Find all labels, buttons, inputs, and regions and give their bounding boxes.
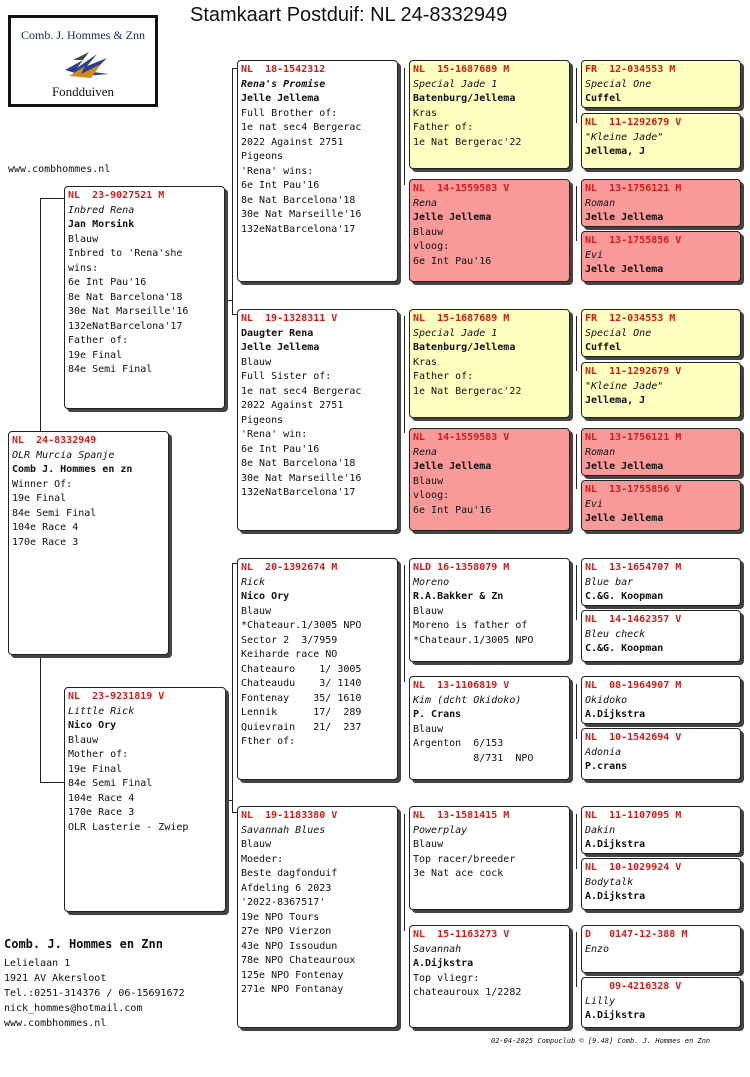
card-line: wins: [68, 262, 99, 274]
ring-number: FR 12-034553 M [585, 64, 676, 75]
card-line: Argenton 6/153 [413, 738, 504, 749]
card-line: Nico Ory [241, 591, 290, 602]
card-line: Batenburg/Jellema [413, 342, 516, 353]
card-line: A.Dijkstra [585, 709, 646, 720]
card-line: Cuffel [585, 342, 622, 353]
card-line: 271e NPO Fontanay [241, 984, 344, 995]
card-line: C.&G. Koopman [585, 591, 664, 602]
card-line: 6e Int Pau'16 [413, 255, 492, 267]
card-line: Inbred to 'Rena'she [68, 248, 183, 259]
ring-number: NL 11-1292679 V [585, 117, 682, 128]
card-line: 30e Nat Marseille'16 [241, 472, 362, 484]
pigeon-card-mfm[interactable] [409, 676, 570, 780]
card-line: Mother of: [68, 749, 129, 760]
connector [404, 68, 405, 185]
connector [232, 68, 233, 314]
card-line: Sector 2 3/7959 [241, 634, 338, 646]
card-line: Jelle Jellema [413, 461, 492, 472]
card-line: 1e nat sec4 Bergerac [241, 385, 362, 397]
card-line: 30e Nat Marseille'16 [241, 209, 362, 220]
card-line: 6e Int Pau'16 [241, 180, 320, 191]
pigeon-owner: Comb J. Hommes en zn [12, 464, 133, 475]
pigeon-name: Powerplay [413, 824, 468, 836]
card-line: 104e Race 4 [12, 522, 79, 533]
card-line: Fther of: [241, 736, 296, 747]
owner-website[interactable]: www.combhommes.nl [4, 1018, 107, 1029]
connector [225, 300, 233, 301]
ring-number: NL 23-9027521 M [68, 190, 165, 201]
card-line: 6e Int Pau'16 [241, 443, 320, 455]
card-line: P. Crans [413, 709, 462, 720]
connector [404, 565, 405, 682]
ring-number: NL 14-1559583 V [413, 183, 510, 194]
pigeon-name: Evi [585, 249, 604, 261]
ring-number: NL 13-1654707 M [585, 562, 682, 573]
connector [40, 198, 41, 431]
ring-number: NL 13-1106819 V [413, 680, 510, 691]
ring-number: NL 14-1559583 V [413, 432, 510, 443]
card-line: 27e NPO Vierzon [241, 926, 332, 937]
pigeon-name: Special Jade 1 [413, 78, 498, 90]
card-line: Blauw [241, 839, 272, 850]
pigeon-owner: Nico Ory [68, 720, 117, 731]
card-line: A.Dijkstra [413, 958, 474, 969]
pigeon-card-father[interactable] [64, 186, 225, 409]
ring-number: NL 13-1756121 M [585, 432, 682, 443]
ring-number: NL 08-1964907 M [585, 680, 682, 691]
card-line: Blauw [413, 605, 444, 617]
pigeon-card-fm[interactable] [237, 309, 398, 531]
card-line: Blauw [241, 605, 272, 617]
card-line: 1e nat sec4 Bergerac [241, 122, 362, 133]
connector [404, 814, 405, 931]
pigeon-name: Special One [585, 78, 652, 90]
ring-number: NL 13-1581415 M [413, 810, 510, 821]
card-line: Kras [413, 107, 438, 119]
connector [576, 434, 577, 489]
pigeon-card-g3[interactable] [581, 179, 741, 227]
connector [576, 814, 577, 869]
pigeon-name: Little Rick [68, 705, 135, 717]
ring-number: NL 19-1328311 V [241, 313, 338, 324]
owner-address-line: Lelielaan 1 [4, 958, 71, 969]
card-line: A.Dijkstra [585, 839, 646, 850]
card-line: 1e Nat Bergerac'22 [413, 385, 522, 397]
card-line: Blauw [413, 723, 444, 735]
card-line: Jellema, J [585, 146, 646, 157]
pigeon-name: Blue bar [585, 576, 634, 588]
card-line: 8e Nat Barcelona'18 [68, 291, 183, 303]
card-line: 30e Nat Marseille'16 [68, 306, 189, 317]
card-line: 1e Nat Bergerac'22 [413, 136, 522, 148]
card-line: 78e NPO Chateauroux [241, 955, 356, 966]
card-line: 2022 Against 2751 [241, 400, 344, 411]
pigeon-card-mmf[interactable] [409, 806, 570, 910]
pigeon-card-g1[interactable] [581, 60, 741, 108]
owner-address-line: 1921 AV Akersloot [4, 973, 107, 984]
ring-number: NL 10-1029924 V [585, 862, 682, 873]
card-line: 19e NPO Tours [241, 911, 320, 923]
card-line: 170e Race 3 [68, 807, 135, 818]
card-line: Father of: [68, 335, 129, 346]
ring-number: NL 18-1542312 [241, 64, 326, 75]
card-line: 19e Final [12, 493, 67, 504]
card-line: '2022-8367517' [241, 897, 326, 908]
pigeon-name: Moreno [413, 576, 450, 588]
card-line: A.Dijkstra [585, 891, 646, 902]
ring-number: NL 19-1183380 V [241, 810, 338, 821]
card-line: Blauw [68, 233, 99, 245]
card-line: 8e Nat Barcelona'18 [241, 458, 356, 469]
card-line: Keiharde race NO [241, 649, 338, 660]
pigeon-name: Kim (dcht Okidoko) [413, 694, 522, 706]
owner-name: Comb. J. Hommes en Znn [4, 937, 163, 951]
card-line: 84e Semi Final [68, 364, 153, 375]
ring-number: NL 10-1542694 V [585, 732, 682, 743]
connector [40, 655, 41, 782]
ring-number: FR 12-034553 M [585, 313, 676, 324]
card-line: vloog: [413, 490, 450, 501]
card-line: Blauw [413, 226, 444, 238]
card-line: 132eNatBarcelona'17 [241, 223, 356, 235]
card-line: 3e Nat ace cock [413, 868, 504, 879]
card-line: Full Brother of: [241, 107, 338, 119]
card-line: Beste dagfonduif [241, 868, 338, 879]
pigeon-name: Lilly [585, 995, 616, 1007]
card-line: Blauw [413, 475, 444, 487]
ring-number: NL 13-1755856 V [585, 235, 682, 246]
card-line: Daugter Rena [241, 327, 314, 339]
ring-number: NL 15-1687689 M [413, 313, 510, 324]
ring-number: NL 11-1292679 V [585, 366, 682, 377]
card-line: Jelle Jellema [413, 212, 492, 223]
card-line: OLR Lasterie - Zwiep [68, 821, 189, 833]
pigeon-card-ff[interactable] [237, 60, 398, 282]
card-line: Blauw [68, 734, 99, 746]
footer: 02-04-2025 Compuclub © [9.48] Comb. J. Hommes en Znn [491, 1037, 711, 1045]
card-line: 104e Race 4 [68, 792, 135, 804]
ring-number: NL 20-1392674 M [241, 562, 338, 573]
card-line: Top racer/breeder [413, 853, 516, 865]
pigeon-name: Special Jade 1 [413, 327, 498, 339]
pigeon-name: Special One [585, 327, 652, 339]
card-line: 6e Int Pau'16 [68, 277, 147, 288]
owner-contact [4, 937, 185, 1031]
ring-number: NL 13-1756121 M [585, 183, 682, 194]
pigeon-name: Bleu check [585, 628, 646, 640]
pigeon-name: "Kleine Jade" [585, 131, 664, 143]
card-line: Father of: [413, 371, 474, 382]
card-line: *Chateaur.1/3005 NPO [413, 634, 534, 646]
card-line: Lennik 17/ 289 [241, 707, 362, 718]
ring-number: NL 11-1107095 M [585, 810, 682, 821]
card-line: Jellema, J [585, 395, 646, 406]
card-line: Jelle Jellema [585, 212, 664, 223]
ring-number: NL 14-1462357 V [585, 614, 682, 625]
card-line: vloog: [413, 241, 450, 252]
connector [40, 198, 66, 199]
ring-number: NL 23-9231819 V [68, 691, 165, 702]
card-line: A.Dijkstra [585, 1010, 646, 1021]
card-line: 8/731 NPO [413, 752, 534, 764]
card-line: C.&G. Koopman [585, 643, 664, 654]
card-line: Chateauro 1/ 3005 [241, 663, 362, 675]
pigeon-name: Inbred Rena [68, 204, 135, 216]
card-line: Blauw [241, 356, 272, 368]
card-line: R.A.Bakker & Zn [413, 591, 504, 602]
pigeon-name: Rick [241, 576, 266, 588]
connector [232, 563, 233, 812]
owner-phone: Tel.:0251-314376 / 06-15691672 [4, 988, 185, 999]
card-line: 2022 Against 2751 [241, 136, 344, 148]
pigeon-card-g12[interactable] [581, 728, 741, 780]
card-line: Chateaudu 3/ 1140 [241, 678, 362, 689]
connector [576, 316, 577, 371]
website: www.combhommes.nl [8, 164, 111, 175]
pigeon-name: Adonia [585, 746, 622, 758]
pigeon-card-g6[interactable] [581, 362, 741, 418]
ring-number: NLD 16-1358079 M [413, 562, 510, 573]
owner-email[interactable]: nick_hommes@hotmail.com [4, 1003, 143, 1014]
card-line: P.crans [585, 761, 628, 772]
page-title: Stamkaart Postduif: NL 24-8332949 [190, 4, 508, 26]
card-line: 19e Final [68, 763, 123, 775]
card-line: Cuffel [585, 93, 622, 104]
card-line: 43e NPO Issoudun [241, 940, 338, 952]
pigeon-card-fmm[interactable] [409, 428, 570, 531]
ring-number: NL 15-1163273 V [413, 929, 510, 940]
pigeon-card-g14[interactable] [581, 858, 741, 910]
card-line: Quievrain 21/ 237 [241, 721, 362, 733]
card-line: Jelle Jellema [585, 461, 664, 472]
card-line: 8e Nat Barcelona'18 [241, 194, 356, 206]
card-line: Moreno is father of [413, 620, 528, 631]
pigeon-name: Roman [585, 197, 616, 209]
pigeon-name: "Kleine Jade" [585, 380, 664, 392]
card-line: Moeder: [241, 853, 284, 865]
pigeon-card-g10[interactable] [581, 610, 741, 662]
card-line: 132eNatBarcelona'17 [241, 487, 356, 498]
connector [226, 800, 233, 801]
connector [576, 186, 577, 241]
card-line: Jelle Jellema [241, 342, 320, 353]
pigeon-card-g9[interactable] [581, 558, 741, 606]
ring-number: NL 13-1755856 V [585, 484, 682, 495]
pigeon-name: OLR Murcia Spanje [12, 449, 115, 461]
ring-number: NL 24-8332949 [12, 435, 97, 446]
card-line: 19e Final [68, 349, 123, 361]
pigeon-card-g5[interactable] [581, 309, 741, 357]
pigeon-name: Rena's Promise [241, 78, 326, 90]
card-line: Top vliegr: [413, 972, 480, 984]
card-line: Afdeling 6 2023 [241, 882, 332, 894]
pigeon-card-g11[interactable] [581, 676, 741, 724]
pigeon-name: Evi [585, 498, 604, 510]
pigeon-owner: Jelle Jellema [241, 93, 320, 104]
connector [576, 932, 577, 987]
card-line: 132eNatBarcelona'17 [68, 320, 183, 332]
card-line: 84e Semi Final [12, 507, 97, 519]
card-line: Kras [413, 356, 438, 368]
card-line: Jelle Jellema [585, 264, 664, 275]
pigeon-owner: Jan Morsink [68, 219, 135, 230]
pigeon-card-subject[interactable] [8, 431, 169, 655]
card-line: 'Rena' win: [241, 429, 308, 440]
card-line: Winner Of: [12, 478, 73, 490]
pigeon-name: Rena [413, 446, 438, 458]
pigeon-card-g7[interactable] [581, 428, 741, 476]
pigeon-name: Roman [585, 446, 616, 458]
connector [404, 316, 405, 433]
ring-number: 09-4216328 V [585, 981, 682, 992]
pigeon-card-g15[interactable] [581, 925, 741, 973]
pigeon-name: Bodytalk [585, 876, 634, 888]
ring-number: D 0147-12-388 M [585, 929, 688, 940]
card-line: Father of: [413, 122, 474, 133]
pigeon-card-g13[interactable] [581, 806, 741, 854]
card-line: Blauw [413, 839, 444, 850]
pigeon-card-g2[interactable] [581, 113, 741, 169]
pigeon-name: Rena [413, 197, 438, 209]
card-line: *Chateaur.1/3005 NPO [241, 620, 362, 631]
pigeon-card-fmf[interactable] [409, 309, 570, 418]
pigeon-card-mother[interactable] [64, 687, 226, 912]
card-line: 125e NPO Fontenay [241, 969, 344, 981]
pigeon-card-mff[interactable] [409, 558, 570, 662]
logo [8, 15, 158, 107]
card-line: 6e Int Pau'16 [413, 504, 492, 516]
pigeon-name: Okidoko [585, 694, 628, 706]
card-line: 84e Semi Final [68, 778, 153, 789]
pigeons-icon [63, 48, 111, 80]
card-line: 170e Race 3 [12, 536, 79, 548]
pigeon-card-ffm[interactable] [409, 179, 570, 282]
pigeon-name: Dakin [585, 824, 616, 836]
card-line: Pigeons [241, 151, 284, 162]
connector [576, 684, 577, 739]
connector [576, 565, 577, 620]
logo-top-text: Comb. J. Hommes & Znn [20, 28, 145, 42]
pigeon-card-mmm[interactable] [409, 925, 570, 1028]
card-line: Jelle Jellema [585, 513, 664, 524]
card-line: chateauroux 1/2282 [413, 987, 522, 998]
pigeon-name: Enzo [585, 943, 610, 955]
card-line: Full Sister of: [241, 371, 332, 382]
pigeon-name: Savannah [413, 943, 462, 955]
pigeon-name: Savannah Blues [241, 824, 326, 836]
pigeon-card-g4[interactable] [581, 231, 741, 282]
pigeon-card-fff[interactable] [409, 60, 570, 169]
pigeon-card-g16[interactable] [581, 977, 741, 1028]
ring-number: NL 15-1687689 M [413, 64, 510, 75]
pigeon-card-g8[interactable] [581, 480, 741, 531]
pigeon-card-mm[interactable] [237, 806, 398, 1028]
card-line: 'Rena' wins: [241, 165, 314, 177]
connector [40, 782, 66, 783]
connector [576, 68, 577, 123]
card-line: Fontenay 35/ 1610 [241, 692, 362, 704]
card-line: Batenburg/Jellema [413, 93, 516, 104]
logo-bottom-text: Fondduiven [51, 84, 115, 99]
card-line: Pigeons [241, 414, 284, 426]
pigeon-card-mf[interactable] [237, 558, 398, 780]
